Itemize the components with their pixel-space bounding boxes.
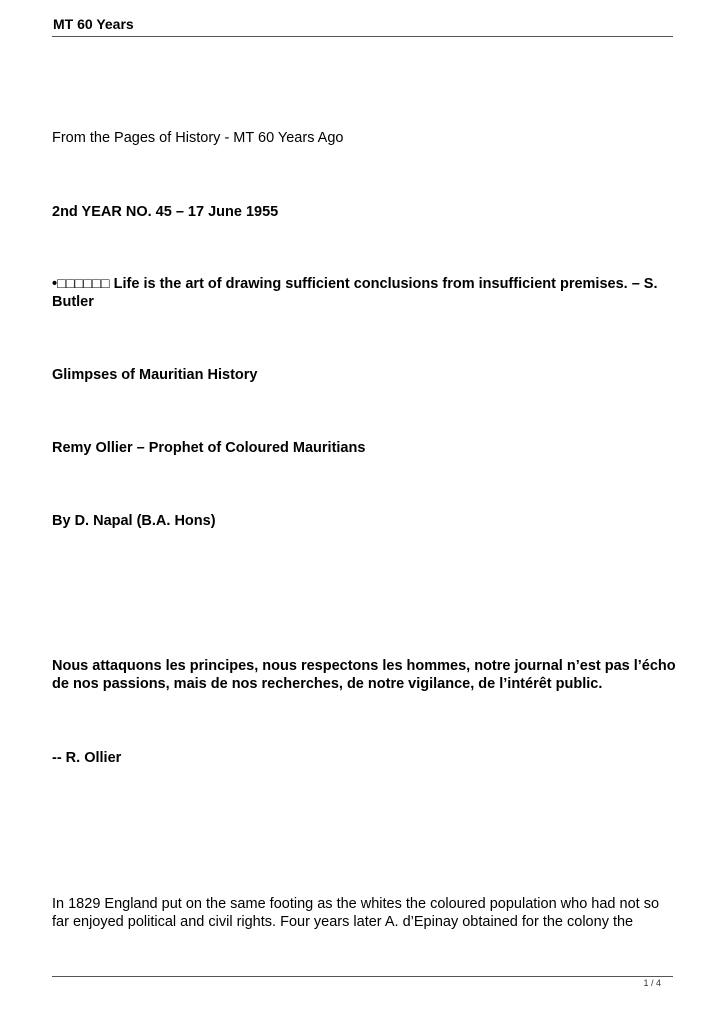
series-title: Glimpses of Mauritian History	[52, 367, 258, 383]
header-divider	[52, 36, 673, 37]
quote-text: Life is the art of drawing sufficient conclusions from insufficient premises. – S. Butler	[52, 276, 658, 310]
footer-divider	[52, 976, 673, 977]
quote-paragraph	[52, 275, 677, 311]
byline: By D. Napal (B.A. Hons)	[52, 513, 216, 529]
epigraph-attribution: -- R. Ollier	[52, 750, 122, 766]
page-number: 1 / 4	[643, 978, 661, 988]
issue-line: 2nd YEAR NO. 45 – 17 June 1955	[52, 204, 279, 220]
bullet-glyphs: •□□□□□□	[52, 276, 114, 292]
article-title: Remy Ollier – Prophet of Coloured Mauritians	[52, 440, 366, 456]
epigraph: Nous attaquons les principes, nous respectons les hommes, notre journal n’est pas l’écho de nos passions, mais de nos recherches, de notre vigilance, de l’intérêt public.	[52, 658, 676, 692]
intro-line: From the Pages of History - MT 60 Years Ago	[52, 130, 344, 146]
running-header-title: MT 60 Years	[53, 16, 134, 32]
body-paragraph: In 1829 England put on the same footing as the whites the coloured population who had not so far enjoyed political and civil rights. Four years later A. d’Epinay obtained for the colony the	[52, 896, 660, 930]
